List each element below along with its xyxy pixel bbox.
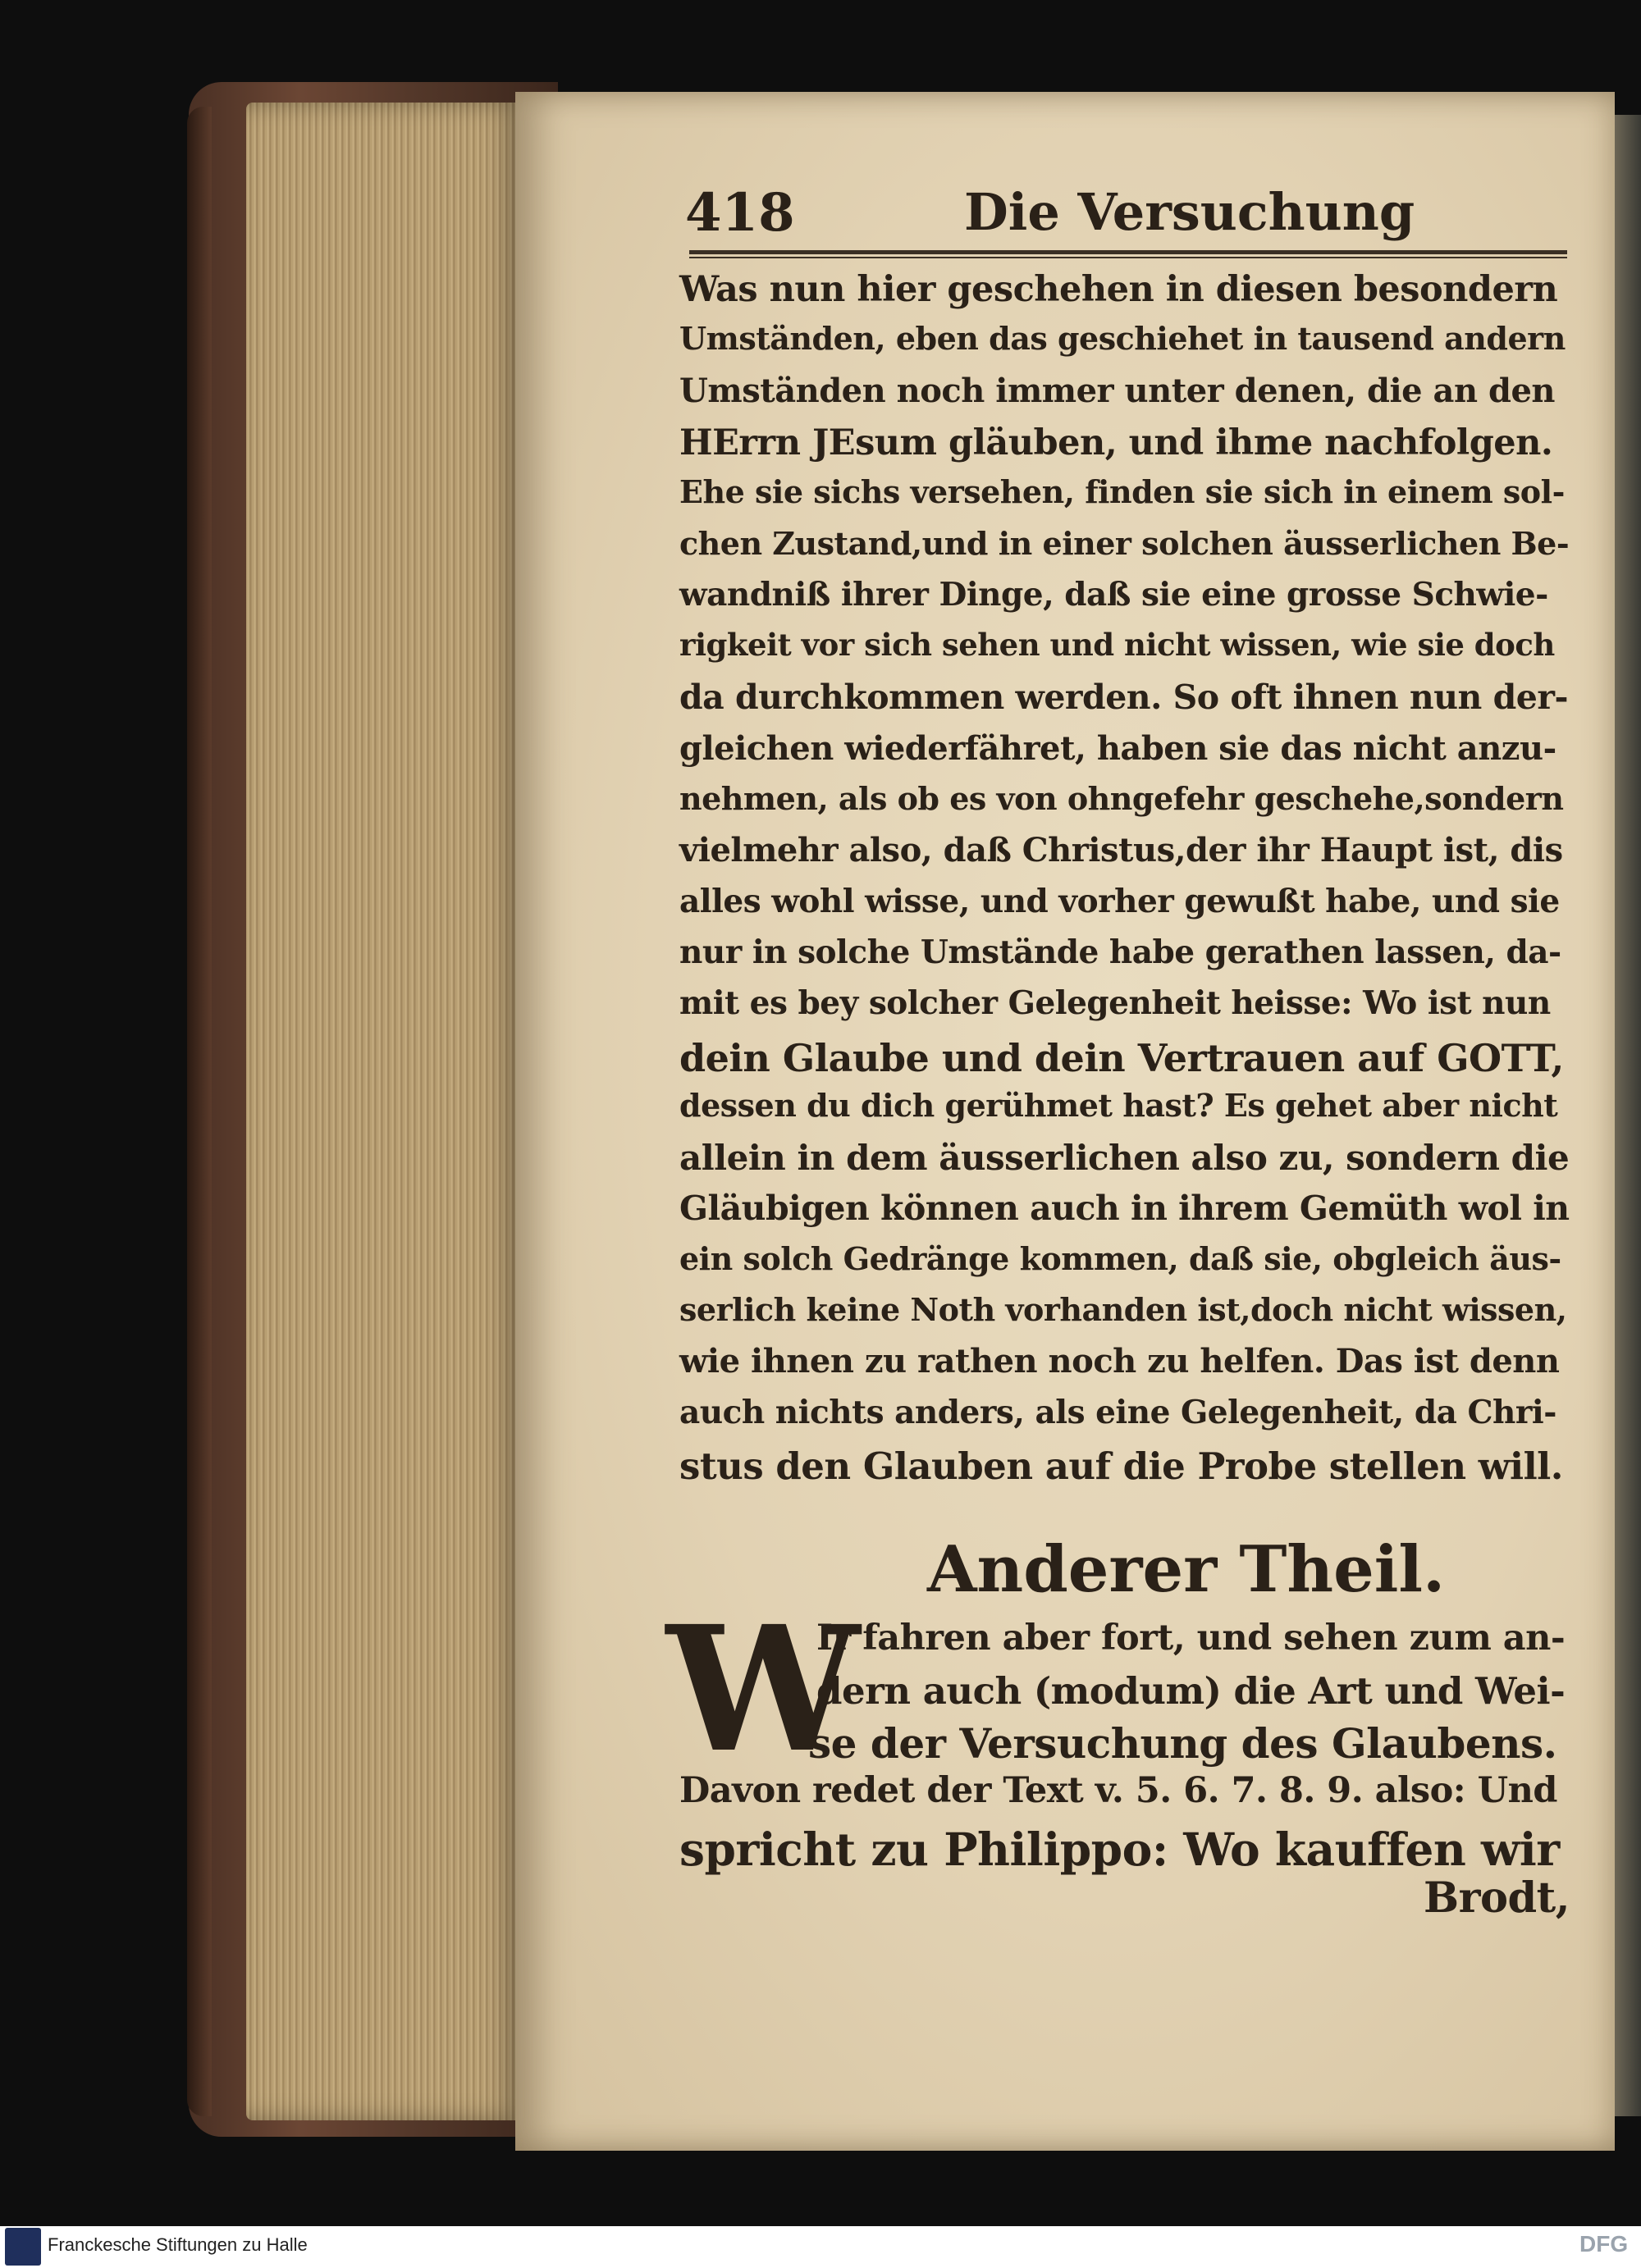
header-rule-thin [689,257,1567,258]
section-line: Brodt, [1424,1873,1570,1923]
text-line: dein Glaube und dein Vertrauen auf GOTT, [679,1035,1564,1080]
text-line: Umständen noch immer unter denen, die an den [679,371,1555,410]
text-line: rigkeit vor sich sehen und nicht wissen, wie sie doch [679,627,1555,664]
text-line: ein solch Gedränge kommen, daß sie, obgleich äus- [679,1239,1561,1277]
text-line: vielmehr also, daß Christus,der ihr Haupt ist, dis [679,831,1563,870]
text-line: Was nun hier geschehen in diesen besondern [679,269,1558,310]
institution-logo-icon [5,2228,41,2266]
header-rule [689,250,1567,254]
page-edges [246,103,525,2120]
text-line: Umständen, eben das geschiehet in tausend andern [679,320,1566,358]
text-line: allein in dem äusserlichen also zu, sondern die [679,1138,1570,1179]
text-line: da durchkommen werden. So oft ihnen nun der- [679,678,1568,718]
text-line: dessen du dich gerühmet hast? Es gehet aber nicht [679,1086,1558,1124]
text-line: Ehe sie sichs versehen, finden sie sich in einem sol- [679,473,1565,511]
facing-page-edge [1615,115,1641,2116]
text-line: HErrn JEsum gläuben, und ihme nachfolgen. [679,422,1553,463]
text-line: wie ihnen zu rathen noch zu helfen. Das ist denn [679,1342,1560,1381]
section-line: Davon redet der Text v. 5. 6. 7. 8. 9. also: Und [679,1770,1557,1811]
section-heading: Anderer Theil. [927,1532,1446,1607]
footer-label: Franckesche Stiftungen zu Halle [48,2234,308,2255]
cover-spine-edge [187,107,212,2116]
section-line: Ir fahren aber fort, und sehen zum an- [816,1618,1566,1659]
text-line: nur in solche Umstände habe gerathen lassen, da- [679,933,1561,971]
running-head: Die Versuchung [964,182,1415,242]
section-line: dern auch (modum) die Art und Wei- [816,1669,1566,1713]
text-line: wandniß ihrer Dinge, daß sie eine grosse Schwie- [679,575,1548,614]
dfg-logo: DFG [1579,2231,1629,2257]
text-line: alles wohl wisse, und vorher gewußt habe, und sie [679,882,1560,920]
page-number: 418 [685,182,795,244]
text-line: mit es bey solcher Gelegenheit heisse: Wo ist nun [679,984,1551,1023]
section-line: se der Versuchung des Glaubens. [808,1719,1557,1768]
text-line: auch nichts anders, als eine Gelegenheit, da Chri- [679,1393,1556,1431]
text-line: serlich keine Noth vorhanden ist,doch nicht wissen, [679,1291,1567,1328]
text-line: nehmen, als ob es von ohngefehr geschehe,sondern [679,780,1564,817]
text-line: chen Zustand,und in einer solchen äusserlichen Be- [679,524,1570,562]
drop-cap: W [666,1588,860,1791]
text-line: Gläubigen können auch in ihrem Gemüth wol in [679,1189,1570,1229]
section-line: spricht zu Philippo: Wo kauffen wir [679,1823,1560,1876]
text-line: gleichen wiederfähret, haben sie das nicht anzu- [679,728,1556,768]
text-line: stus den Glauben auf die Probe stellen will. [679,1444,1563,1488]
